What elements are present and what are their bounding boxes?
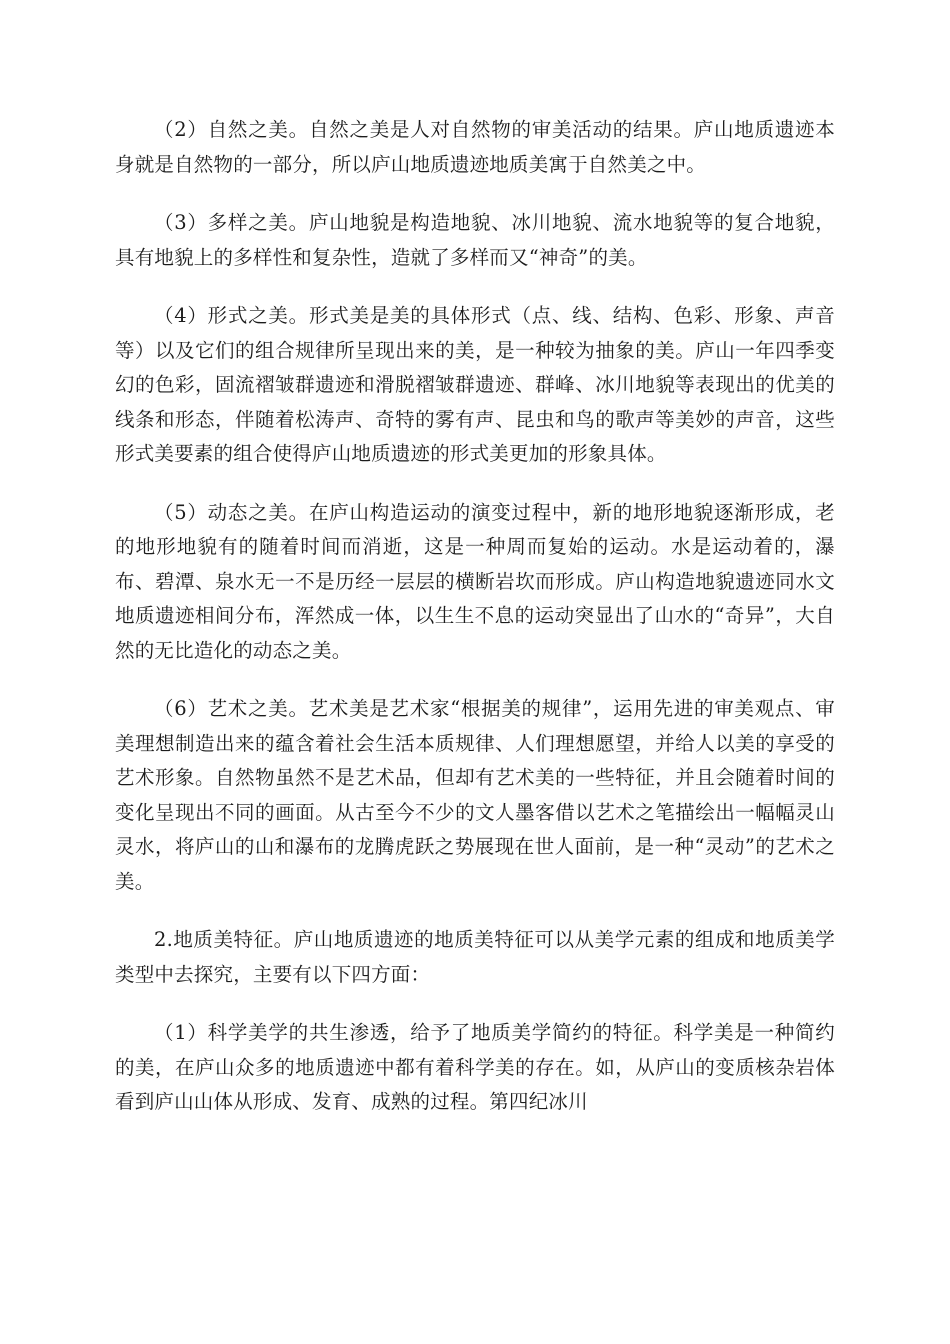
paragraph-geological-features: 2.地质美特征。庐山地质遗迹的地质美特征可以从美学元素的组成和地质美学类型中去探究，主要有以下四方面： xyxy=(115,928,835,986)
paragraph-natural-beauty: （2）自然之美。自然之美是人对自然物的审美活动的结果。庐山地质遗迹本身就是自然物的一部分，所以庐山地质遗迹地质美寓于自然美之中。 xyxy=(115,118,835,176)
paragraph-form-beauty: （4）形式之美。形式美是美的具体形式（点、线、结构、色彩、形象、声音等）以及它们的组合规律所呈现出来的美，是一种较为抽象的美。庐山一年四季变幻的色彩，固流褶皱群遗迹和滑脱褶皱群遗迹、群峰、冰川地貌等表现出的优美的线条和形态，伴随着松涛声、奇特的雾有声、昆虫和鸟的歌声等美妙的声音，这些形式美要素的组合使得庐山地质遗迹的形式美更加的形象具体。 xyxy=(115,304,835,465)
paragraph-art-beauty: （6）艺术之美。艺术美是艺术家“根据美的规律”，运用先进的审美观点、审美理想制造出来的蕴含着社会生活本质规律、人们理想愿望，并给人以美的享受的艺术形象。自然物虽然不是艺术品，但却有艺术美的一些特征，并且会随着时间的变化呈现出不同的画面。从古至今不少的文人墨客借以艺术之笔描绘出一幅幅灵山灵水，将庐山的山和瀑布的龙腾虎跃之势展现在世人面前，是一种“灵动”的艺术之美。 xyxy=(115,697,835,893)
paragraph-diversity-beauty: （3）多样之美。庐山地貌是构造地貌、冰川地貌、流水地貌等的复合地貌，具有地貌上的多样性和复杂性，造就了多样而又“神奇”的美。 xyxy=(115,211,835,269)
paragraph-scientific-aesthetics: （1）科学美学的共生渗透，给予了地质美学简约的特征。科学美是一种简约的美，在庐山众多的地质遗迹中都有着科学美的存在。如，从庐山的变质核杂岩体看到庐山山体从形成、发育、成熟的过程。第四纪冰川 xyxy=(115,1021,835,1113)
paragraph-dynamic-beauty: （5）动态之美。在庐山构造运动的演变过程中，新的地形地貌逐渐形成，老的地形地貌有的随着时间而消逝，这是一种周而复始的运动。水是运动着的，瀑布、碧潭、泉水无一不是历经一层层的横断岩坎而形成。庐山构造地貌遗迹同水文地质遗迹相间分布，浑然成一体，以生生不息的运动突显出了山水的“奇异”，大自然的无比造化的动态之美。 xyxy=(115,500,835,662)
document-body xyxy=(115,113,835,1144)
